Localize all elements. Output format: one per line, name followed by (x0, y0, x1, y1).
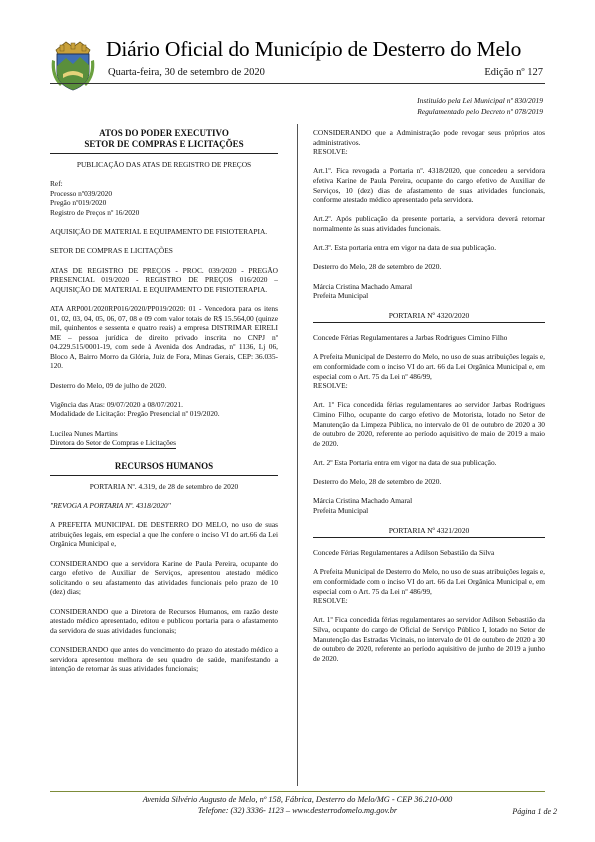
mayor-paragraph: A Prefeita Municipal de Desterro do Melo, no uso de suas atribuições legais e, em conformidade com o inciso VI do art. 66 da Lei Orgânica Municipal e, em especial com o Art. 75 da Lei nº 486/99, (313, 352, 545, 381)
column-divider (297, 124, 298, 786)
header-divider (50, 83, 545, 84)
acquisition-paragraph: AQUISIÇÃO DE MATERIAL E EQUIPAMENTO DE FISIOTERAPIA. (50, 227, 268, 237)
ref-line: Registro de Preços nº 16/2020 (50, 207, 140, 217)
date-line: Desterro do Melo, 28 de setembro de 2020. (313, 262, 442, 272)
signer-role: Prefeita Municipal (313, 505, 369, 515)
publication-date: Quarta-feira, 30 de setembro de 2020 (108, 67, 265, 78)
signer-role: Diretora do Setor de Compras e Licitações (50, 438, 177, 448)
sector-line: SETOR DE COMPRAS E LICITAÇÕES (50, 246, 173, 256)
ref-line: Processo nº039/2020 (50, 188, 113, 198)
considering-paragraph: CONSIDERANDO que a Administração pode revogar seus próprios atos administrativos. (313, 128, 545, 147)
footer-divider (50, 791, 545, 792)
atas-paragraph: ATAS DE REGISTRO DE PREÇOS - PROC. 039/2020 - PREGÃO PRESENCIAL 019/2020 - REGISTRO DE PREÇOS 016/2020 – AQUISIÇÃO DE MATERIAL E EQUIPAMENTO DE FISIOTERAPIA. (50, 265, 278, 294)
mayor-paragraph: A Prefeita Municipal de Desterro do Melo, no uso de suas atribuições legais e, em conformidade com o inciso VI do art. 66 da Lei Orgânica Municipal e, em especial com o Art. 75 da Lei nº 486/99, (313, 567, 545, 596)
footer-address: Avenida Silvério Augusto de Melo, nº 158, Fábrica, Desterro do Melo/MG - CEP 36.210-000 (142, 795, 453, 804)
section-heading-hr: RECURSOS HUMANOS (50, 461, 278, 476)
ref-line: Ref: (50, 179, 63, 189)
instituted-law-note: Instituído pela Lei Municipal nº 830/2019 (417, 96, 543, 105)
article-paragraph: Art.2º. Após publicação da presente portaria, a servidora deverá retornar normalmente às suas atividades funcionais. (313, 214, 545, 233)
vacation-subject: Concede Férias Regulamentares a Adilson Sebastião da Silva (313, 548, 495, 558)
portaria-4321-title: PORTARIA Nº 4321/2020 (313, 526, 545, 539)
signer-name: Lucilea Nunes Martins (50, 428, 118, 438)
portaria-4319-title: PORTARIA Nº. 4.319, de 28 de setembro de 2020 (89, 481, 239, 491)
considering-paragraph: CONSIDERANDO que a Diretora de Recursos Humanos, em razão deste atestado médico apresentado, editou e publicou portaria para o afastamento da servidora de suas atividades funcionais; (50, 606, 278, 635)
footer-contact: Telefone: (32) 3336- 1123 – www.desterrodomelo.mg.gov.br (197, 806, 398, 815)
signer-name: Márcia Cristina Machado Amaral (313, 496, 413, 506)
signer-role: Prefeita Municipal (313, 291, 369, 301)
resolve-line: RESOLVE: (313, 147, 348, 157)
page-number: Página 1 de 2 (512, 807, 557, 816)
section-heading-executive (50, 128, 278, 154)
considering-paragraph: CONSIDERANDO que antes do vencimento do prazo do atestado médico a servidora apresentou melhora de seu quadro de saúde, manifestando a intenção de retornar às suas atividades funcionais; (50, 644, 278, 674)
validity-line: Vigência das Atas: 09/07/2020 a 08/07/2021. (50, 399, 183, 409)
section-heading-line: SETOR DE COMPRAS E LICITAÇÕES (84, 139, 244, 149)
signer-name: Márcia Cristina Machado Amaral (313, 281, 413, 291)
right-column (313, 128, 545, 673)
left-column (50, 128, 278, 683)
considering-paragraph: CONSIDERANDO que a servidora Karine de Paula Pereira, ocupante do cargo efetivo de Auxiliar de Serviços, apresentou atestado médico solicitando o seu afastamento das atividades funcionais pelo prazo de 10 (dez) dias; (50, 558, 278, 597)
ata-details-paragraph: ATA ARP001/2020RP016/2020/PP019/2020: 01 - Vencedora para os itens 01, 02, 03, 04, 05, 06, 07, 08 e 09 com valor totais de R$ 15.564,00 (quinze mil, quinhentos e sessenta e quatro reais) a empresa DISTRIMAR EIRELI ME – pessoa jurídica de direito privado inscrita no CNPJ nº 04.229.515/0001-19, com sede à Avenida dos Andradas, nº 1136, Lj 06, Bloco A, Bairro Morro da Glória, Juiz de Fora, Minas Gerais, CEP: 36.035-120. (50, 303, 278, 371)
resolve-line: RESOLVE: (313, 381, 348, 391)
modality-line: Modalidade de Licitação: Pregão Presencial nº 019/2020. (50, 409, 220, 419)
date-line: Desterro do Melo, 28 de setembro de 2020. (313, 477, 442, 487)
section-heading-line: ATOS DO PODER EXECUTIVO (99, 128, 229, 138)
vacation-subject: Concede Férias Regulamentares a Jarbas Rodrigues Cimino Filho (313, 333, 508, 343)
resolve-line: RESOLVE: (313, 596, 348, 606)
article-paragraph: Art. 1º Fica concedida férias regulamentares ao servidor Adilson Sebastião da Silva, ocupante do cargo de Oficial de Serviço Público I, lotado no Setor de Manutenção das Estradas Vicinais, no intervalo de 01 de outubro de 2020 a 30 de outubro de 2020, referente ao período aquisitivo de junho de 2019 a junho de 2020. (313, 615, 545, 663)
mayor-paragraph: A PREFEITA MUNICIPAL DE DESTERRO DO MELO, no uso de suas atribuições legais, em especial a que lhe confere o inciso VI do art.66 da Lei Orgânica Municipal e, (50, 520, 278, 549)
edition-number: Edição nº 127 (484, 67, 543, 78)
article-paragraph: Art. 1º Fica concedida férias regulamentares ao servidor Jarbas Rodrigues Cimino Filho, ocupante do cargo efetivo de Motorista, lotado no Setor de Manutenção da Limpeza Pública, no intervalo de 01 de outubro de 2020 a 30 de outubro de 2020, referente ao período aquisitivo de maio de 2019 a maio de 2020. (313, 400, 545, 448)
newspaper-title: Diário Oficial do Município de Desterro do Melo (106, 37, 522, 61)
ref-line: Pregão nº019/2020 (50, 198, 107, 208)
revoke-subtitle: "REVOGA A PORTARIA Nº. 4318/2020" (50, 501, 171, 510)
publication-heading: PUBLICAÇÃO DAS ATAS DE REGISTRO DE PREÇOS (76, 160, 252, 169)
article-paragraph: Art. 2º Esta Portaria entra em vigor na data de sua publicação. (313, 458, 497, 467)
article-paragraph: Art.3º. Esta portaria entra em vigor na data de sua publicação. (313, 243, 497, 253)
regulation-decree-note: Regulamentado pelo Decreto nº 078/2019 (417, 107, 543, 116)
portaria-4320-title: PORTARIA Nº 4320/2020 (313, 311, 545, 324)
date-line: Desterro do Melo, 09 de julho de 2020. (50, 380, 167, 390)
article-paragraph: Art.1º. Fica revogada a Portaria nº. 4318/2020, que concedeu a servidora efetiva Karine de Paula Pereira, ocupante do cargo efetivo de Auxiliar de Serviços, 10 (dez) dias de afastamento de suas atividades funcionais, conforme atestado médico apresentado pela servidora. (313, 166, 545, 205)
